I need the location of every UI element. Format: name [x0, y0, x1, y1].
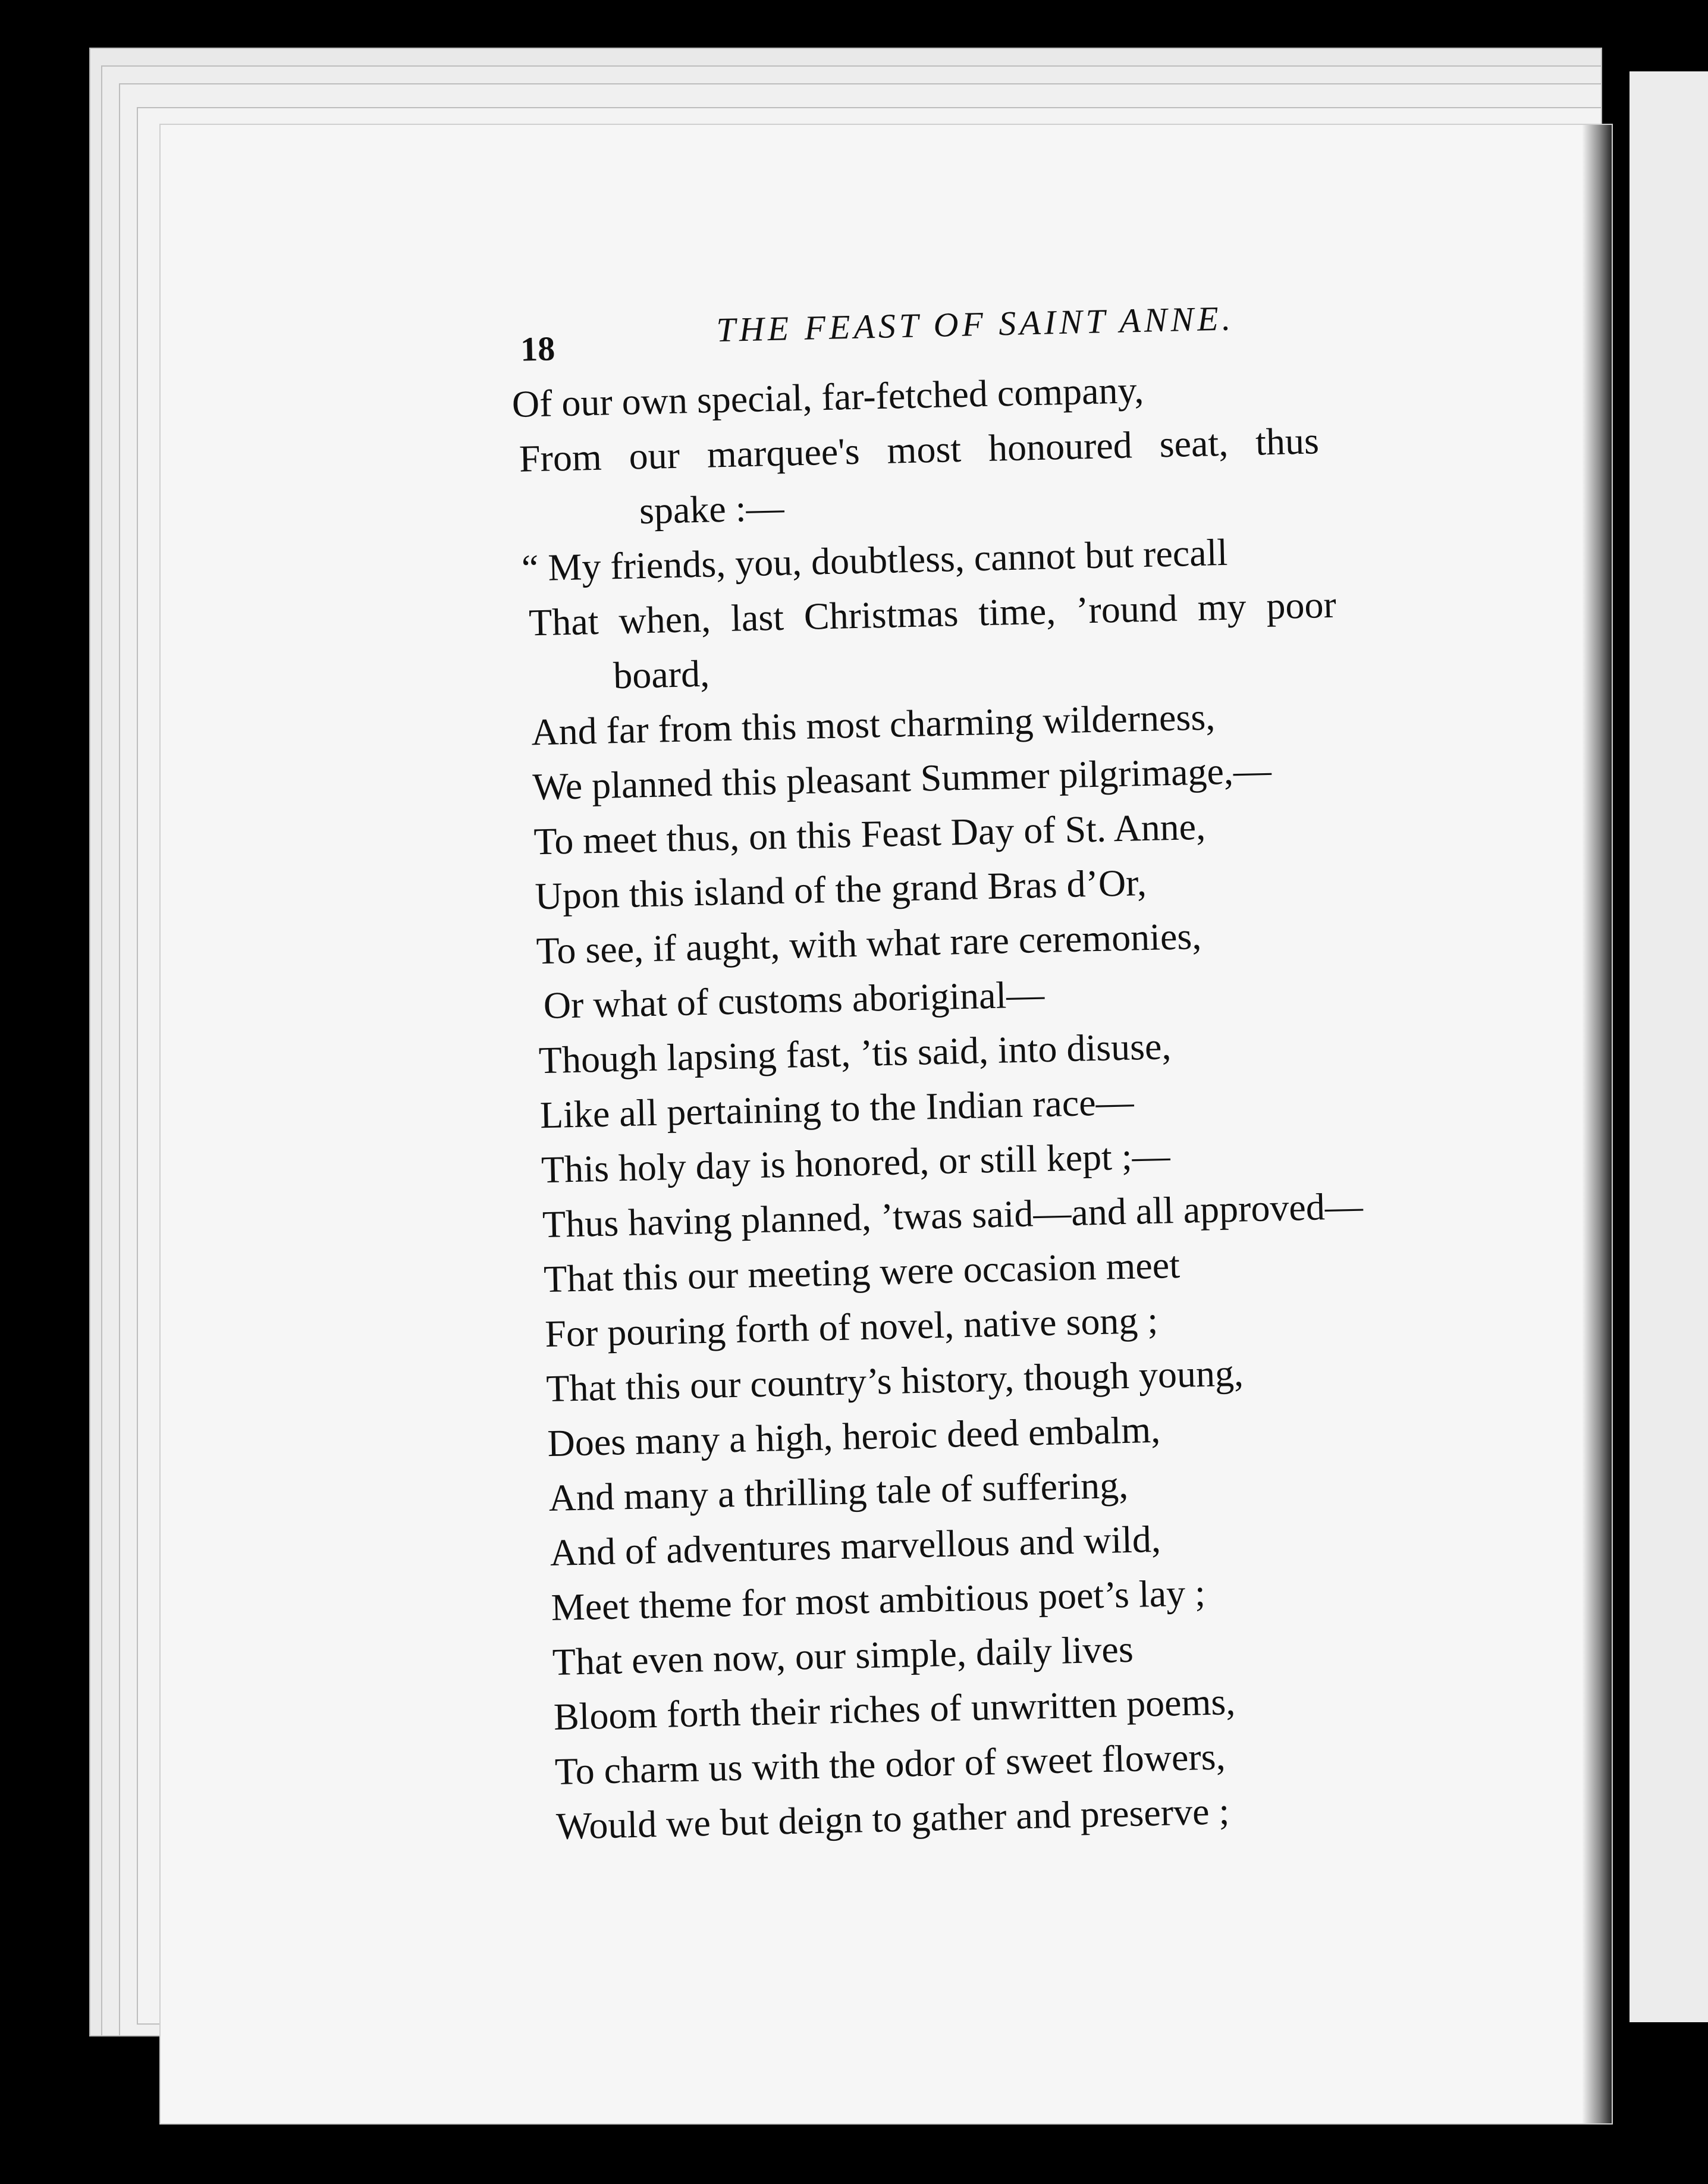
page-gutter-shadow — [1582, 125, 1612, 2123]
poem-line: spake :— — [639, 486, 785, 532]
poem-line: Or what of customs aboriginal— — [543, 972, 1045, 1027]
poem-line: To meet thus, on this Feast Day of St. Anne, — [533, 805, 1206, 863]
running-title: THE FEAST OF SAINT ANNE. — [715, 299, 1235, 350]
poem-line: Does many a high, heroic deed embalm, — [547, 1408, 1161, 1465]
poem-line: Like all pertaining to the Indian race— — [539, 1080, 1135, 1137]
poem-line: Though lapsing fast, ’tis said, into disuse, — [538, 1025, 1172, 1082]
poem-line: For pouring forth of novel, native song ; — [544, 1298, 1158, 1355]
poem-line: This holy day is honored, or still kept ;— — [541, 1134, 1171, 1191]
poem-line: “ My friends, you, doubtless, cannot but recall — [521, 531, 1228, 589]
page-number: 18 — [520, 329, 555, 369]
poem-line: That when, last Christmas time, ’round my poor — [528, 583, 1337, 644]
poem-line: To charm us with the odor of sweet flowers, — [554, 1735, 1226, 1793]
poem-line: To see, if aught, with what rare ceremonies, — [535, 914, 1202, 972]
poem-line: We planned this pleasant Summer pilgrimage,— — [532, 749, 1272, 808]
poem-line: Of our own special, far-fetched company, — [511, 368, 1144, 425]
poem-line: And of adventures marvellous and wild, — [549, 1517, 1161, 1574]
poem-line: Meet theme for most ambitious poet’s lay ; — [551, 1571, 1206, 1629]
poem-line: board, — [613, 652, 710, 697]
poem-line: Thus having planned, ’twas said—and all approved— — [542, 1184, 1364, 1246]
poem-line: And many a thrilling tale of suffering, — [548, 1463, 1129, 1520]
poem-line: Bloom forth their riches of unwritten poems, — [553, 1680, 1236, 1738]
poem-line: And far from this most charming wilderness, — [530, 695, 1216, 754]
poem-line: That this our meeting were occasion meet — [543, 1243, 1180, 1301]
poem-line: That even now, our simple, daily lives — [552, 1627, 1134, 1683]
facing-page-edge — [1629, 71, 1708, 2022]
poem-text — [511, 360, 1474, 1939]
poem-line: Upon this island of the grand Bras d’Or, — [534, 861, 1147, 918]
poem-line: That this our country’s history, though young, — [545, 1351, 1244, 1410]
poem-line: Would we but deign to gather and preserve ; — [555, 1790, 1230, 1847]
poem-line: From our marquee's most honoured seat, thus — [519, 419, 1320, 480]
